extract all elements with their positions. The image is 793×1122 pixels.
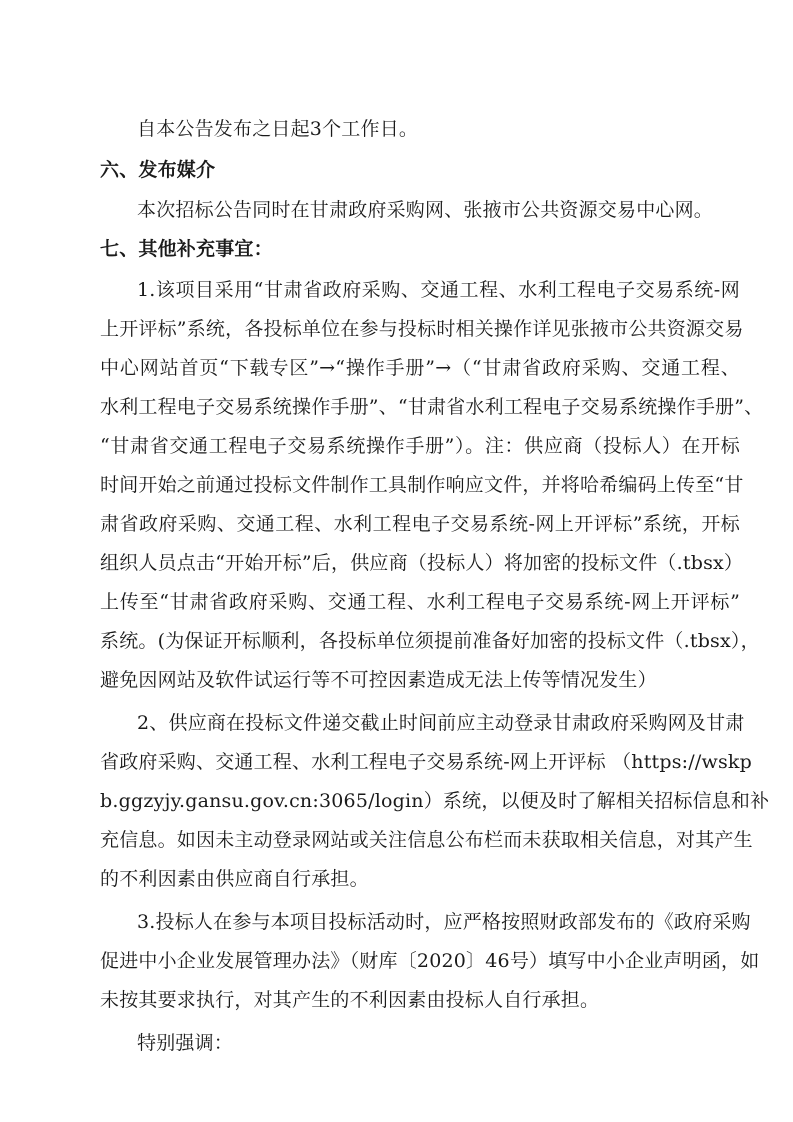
paragraph-3-line: 促进中小企业发展管理办法》（财库〔2020〕46号）填写中小企业声明函，如 xyxy=(100,950,760,972)
paragraph-2-line: 2、供应商在投标文件递交截止时间前应主动登录甘肃政府采购网及甘肃 xyxy=(137,712,745,734)
special-emphasis-label: 特别强调： xyxy=(137,1032,234,1054)
paragraph-1-line: “甘肃省交通工程电子交易系统操作手册”）。注：供应商（投标人）在开标 xyxy=(100,435,740,457)
paragraph-2-line: b.ggzyjy.gansu.gov.cn:3065/login）系统，以便及时了解相关招标信息和补 xyxy=(100,790,770,812)
paragraph-1-line: 1.该项目采用“甘肃省政府采购、交通工程、水利工程电子交易系统-网 xyxy=(137,279,740,301)
text-line: 自本公告发布之日起3个工作日。 xyxy=(137,118,419,140)
paragraph-1-line: 水利工程电子交易系统操作手册”、“甘肃省水利工程电子交易系统操作手册”、 xyxy=(100,396,764,418)
paragraph-3-line: 3.投标人在参与本项目投标活动时，应严格按照财政部发布的《政府采购 xyxy=(137,911,751,933)
paragraph-1-line: 上传至“甘肃省政府采购、交通工程、水利工程电子交易系统-网上开评标” xyxy=(100,591,740,613)
paragraph-2-line: 的不利因素由供应商自行承担。 xyxy=(100,868,369,890)
paragraph-2-line: 省政府采购、交通工程、水利工程电子交易系统-网上开评标 （https://wskp xyxy=(100,751,752,773)
paragraph-1-line: 上开评标”系统，各投标单位在参与投标时相关操作详见张掖市公共资源交易 xyxy=(100,318,744,340)
paragraph-1-line: 组织人员点击“开始开标”后，供应商（投标人）将加密的投标文件（.tbsx） xyxy=(100,552,744,574)
paragraph-3-line: 未按其要求执行，对其产生的不利因素由投标人自行承担。 xyxy=(100,989,600,1011)
paragraph-1-line: 肃省政府采购、交通工程、水利工程电子交易系统-网上开评标”系统，开标 xyxy=(100,513,740,535)
paragraph-1-line: 时间开始之前通过投标文件制作工具制作响应文件，并将哈希编码上传至“甘 xyxy=(100,474,744,496)
paragraph-1-line: 系统。(为保证开标顺利，各投标单位须提前准备好加密的投标文件（.tbsx）， xyxy=(100,630,760,652)
section-heading-supplement: 七、其他补充事宜： xyxy=(100,238,273,260)
section-heading-media: 六、发布媒介 xyxy=(100,159,216,181)
text-line: 本次招标公告同时在甘肃政府采购网、张掖市公共资源交易中心网。 xyxy=(137,199,714,221)
paragraph-2-line: 充信息。如因未主动登录网站或关注信息公布栏而未获取相关信息，对其产生 xyxy=(100,829,753,851)
paragraph-1-line: 避免因网站及软件试运行等不可控因素造成无法上传等情况发生） xyxy=(100,669,657,691)
paragraph-1-line: 中心网站首页“下载专区”→“操作手册”→（“甘肃省政府采购、交通工程、 xyxy=(100,357,740,379)
